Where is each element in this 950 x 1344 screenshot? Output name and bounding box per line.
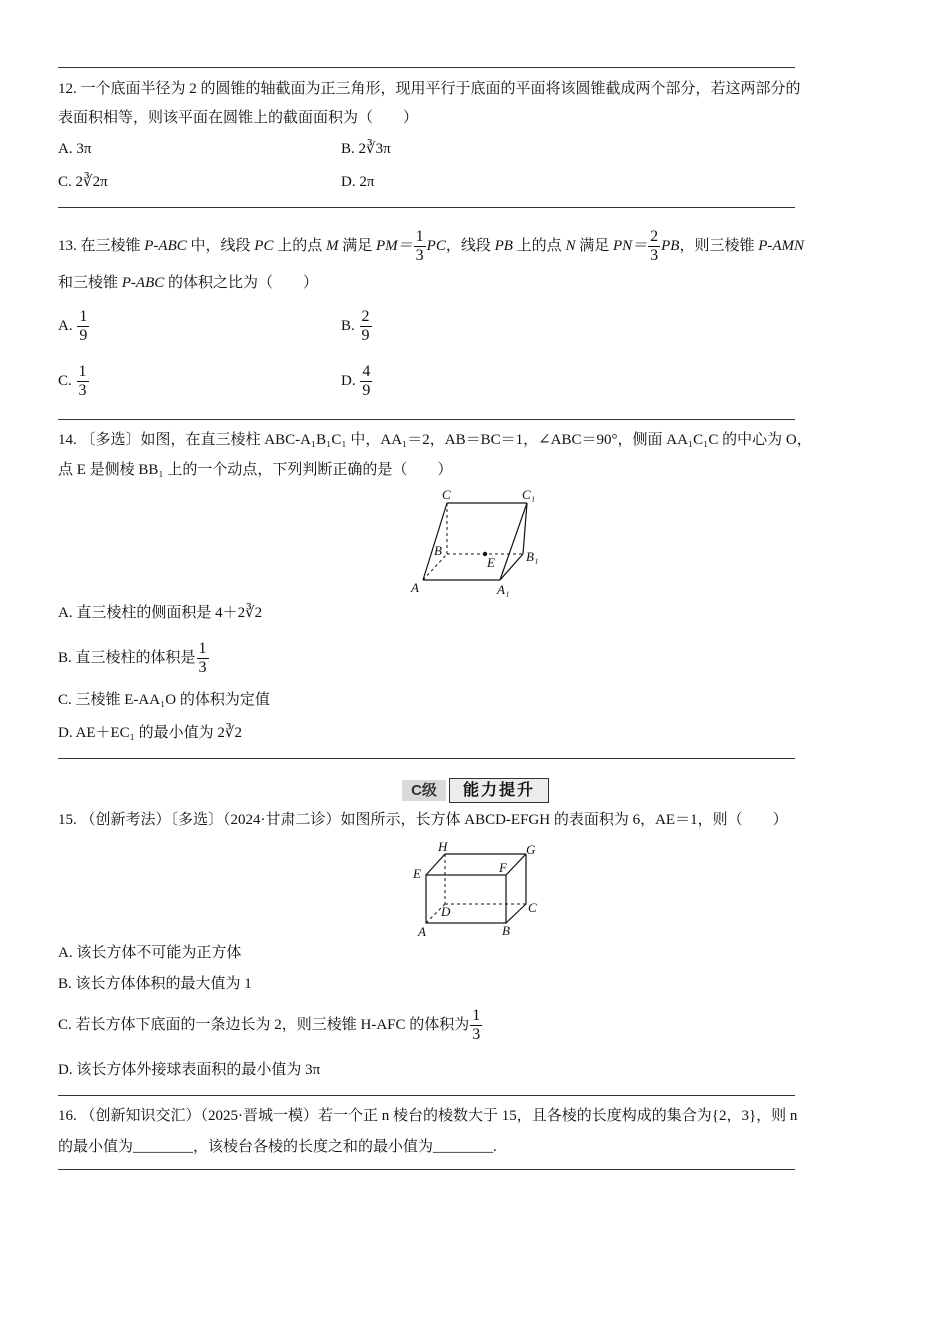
section-banner [402,777,552,803]
label-b1: B₁ [526,549,539,564]
q14-option-c: C. 三棱锥 E-AA₁O 的体积为定值 [58,692,270,708]
q16-stem-line1: 16. （创新知识交汇）（2025·晋城一模）若一个正 n 棱台的棱数大于 15，且各棱的长度构成的集合为{2，3}，则 n [58,1108,798,1124]
separator [58,207,795,208]
label-a1: A₁ [497,582,510,597]
label-d: D [441,904,451,919]
label-e: E [487,555,495,570]
q15-option-a: A. 该长方体不可能为正方体 [58,945,242,961]
q12-option-b: B. 2∛3π [341,141,391,157]
q14-stem-line2: 点 E 是侧棱 BB₁ 上的一个动点，下列判断正确的是（ ） [58,462,453,478]
q16-stem-line2: 的最小值为________，该棱台各棱的长度之和的最小值为________. [58,1139,497,1155]
separator [58,758,795,759]
section-name: 能力提升 [449,778,549,803]
q15-stem-line1: 15. （创新考法）〔多选〕（2024·甘肃二诊）如图所示，长方体 ABCD-EFGH 的表面积为 6，AE＝1，则（ ） [58,812,788,828]
fraction: $\frac{2}{3}$ [650,228,659,264]
q12-option-a: A. 3π [58,141,92,157]
section-level: C级 [402,780,446,801]
label-b: B [434,543,442,558]
label-g: G [526,842,536,857]
q13-stem-line1: 13. 在三棱锥 P-ABC 中，线段 PC 上的点 M 满足 PM＝ $\frac{1}{3}$ PC，线段 PB 上的点 N 满足 PN＝ $\frac{2}{3}$ PB，则三棱锥 P-AMN [58,228,805,264]
label-e: E [413,866,421,881]
label-c1: C₁ [522,487,536,502]
q13-stem-line2: 和三棱锥 P-ABC 的体积之比为（ ） [58,275,319,291]
q14-option-d: D. AE＋EC₁ 的最小值为 2∛2 [58,725,242,741]
separator [58,67,795,68]
q14-option-b: B. 直三棱柱的体积是 $\frac{1}{3}$ [58,640,207,677]
fraction: $\frac{1}{3}$ [415,228,424,264]
label-c: C [442,487,451,502]
prism-figure [405,486,555,600]
cuboid-figure [408,838,548,942]
q13-option-c: C. $\frac{1}{3}$ [58,363,87,400]
q15-option-d: D. 该长方体外接球表面积的最小值为 3π [58,1062,321,1078]
q14-option-a: A. 直三棱柱的侧面积是 4＋2∛2 [58,605,263,621]
q14-stem-line1: 14. 〔多选〕如图，在直三棱柱 ABC-A₁B₁C₁ 中，AA₁＝2，AB＝BC＝1，∠ABC＝90°，侧面 AA₁C₁C 的中心为 O， [58,432,812,448]
separator [58,419,795,420]
q13-option-d: D. $\frac{4}{9}$ [341,363,371,400]
label-a: A [411,580,419,595]
label-a: A [418,924,426,939]
q12-stem-line1: 12. 一个底面半径为 2 的圆锥的轴截面为正三角形，现用平行于底面的平面将该圆锥截成两个部分，若这两部分的 [58,81,801,97]
q13-option-a: A. $\frac{1}{9}$ [58,308,88,345]
label-h: H [438,839,448,854]
q15-option-c: C. 若长方体下底面的一条边长为 2，则三棱锥 H-AFC 的体积为 $\frac{1}{3}$ [58,1007,481,1044]
label-b: B [502,923,510,938]
label-f: F [499,860,507,875]
q12-stem-line2: 表面积相等，则该平面在圆锥上的截面面积为（ ） [58,110,419,126]
q13-option-b: B. $\frac{2}{9}$ [341,308,370,345]
separator [58,1095,795,1096]
q15-option-b: B. 该长方体体积的最大值为 1 [58,976,252,992]
q12-option-c: C. 2∛2π [58,174,108,190]
separator [58,1169,795,1170]
q12-option-d: D. 2π [341,174,375,190]
label-c: C [528,900,537,915]
